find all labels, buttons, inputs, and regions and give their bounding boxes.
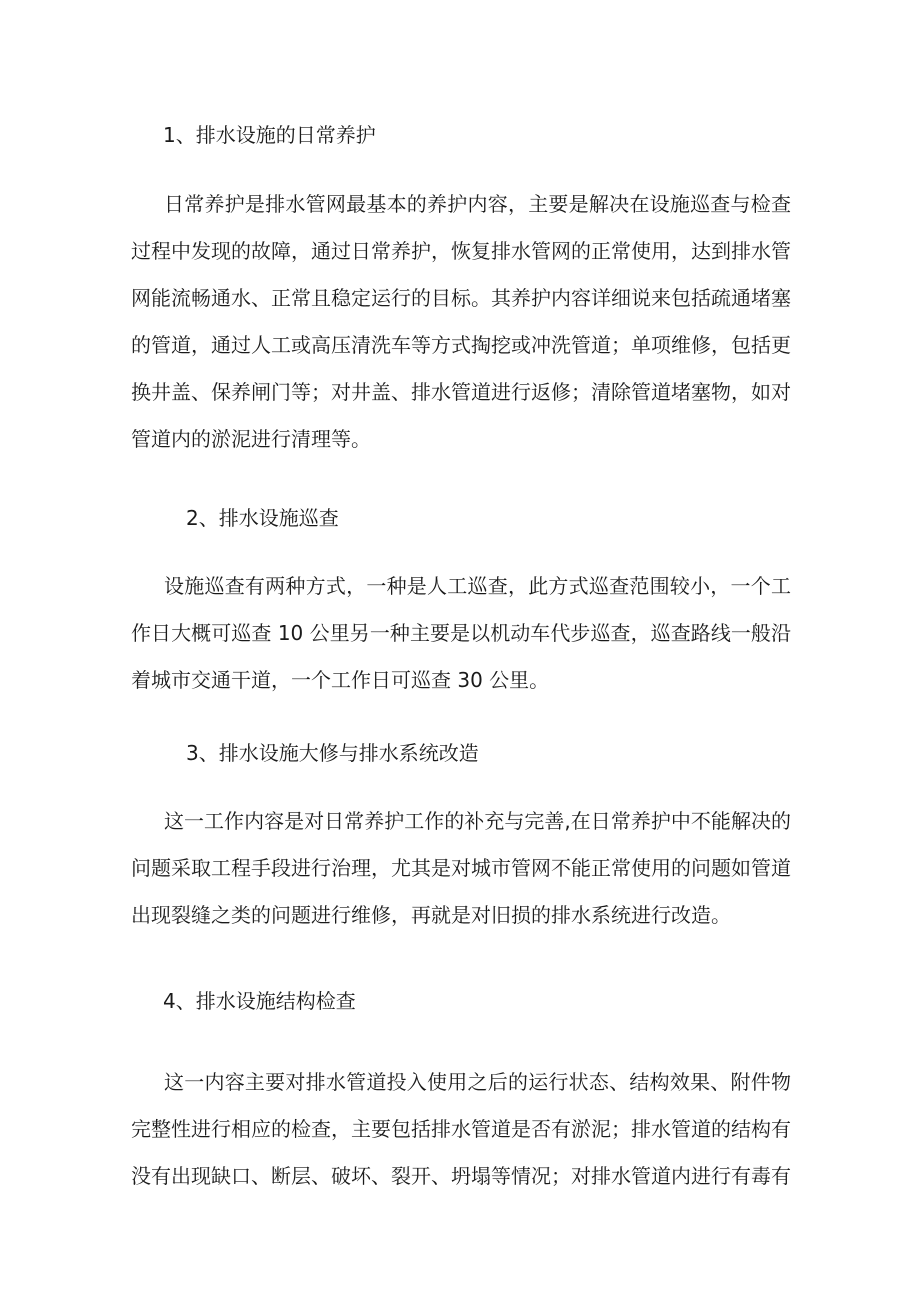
section-2-paragraph: 设施巡查有两种方式，一种是人工巡查，此方式巡查范围较小，一个工作日大概可巡查 10 公里另一种主要是以机动车代步巡查，巡查路线一般沿着城市交通干道，一个工作日可巡查 30 公里。	[131, 574, 791, 692]
section-1-heading: 1、排水设施的日常养护	[163, 123, 376, 147]
section-4-paragraph: 这一内容主要对排水管道投入使用之后的运行状态、结构效果、附件物完整性进行相应的检查，主要包括排水管道是否有淤泥；排水管道的结构有没有出现缺口、断层、破坏、裂开、坍塌等情况；对排水管道内进行有毒有	[131, 1070, 791, 1188]
section-1-paragraph: 日常养护是排水管网最基本的养护内容，主要是解决在设施巡查与检查过程中发现的故障，通过日常养护，恢复排水管网的正常使用，达到排水管网能流畅通水、正常且稳定运行的目标。其养护内容详细说来包括疏通堵塞的管道，通过人工或高压清洗车等方式掏挖或冲洗管道；单项维修，包括更换井盖、保养闸门等；对井盖、排水管道进行返修；清除管道堵塞物，如对管道内的淤泥进行清理等。	[131, 192, 791, 451]
section-3-paragraph: 这一工作内容是对日常养护工作的补充与完善,在日常养护中不能解决的问题采取工程手段进行治理，尤其是对城市管网不能正常使用的问题如管道出现裂缝之类的问题进行维修，再就是对旧损的排水系统进行改造。	[131, 809, 791, 927]
section-2-heading: 2、排水设施巡查	[186, 506, 339, 530]
section-4-heading: 4、排水设施结构检查	[163, 989, 356, 1013]
section-3-heading: 3、排水设施大修与排水系统改造	[186, 741, 479, 765]
